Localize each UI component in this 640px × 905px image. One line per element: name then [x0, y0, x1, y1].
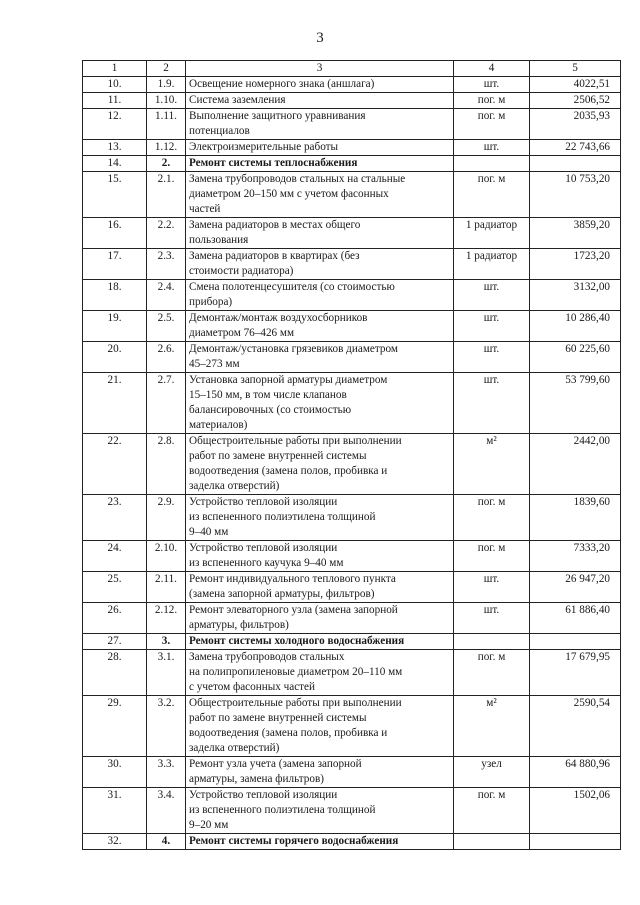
- row-number: 31.: [83, 788, 147, 834]
- work-description: Ремонт системы холодного водоснабжения: [186, 634, 454, 650]
- unit-of-measure: м²: [454, 434, 530, 495]
- unit-of-measure: шт.: [454, 140, 530, 156]
- work-description: Замена трубопроводов стальных на полипропиленовые диаметром 20–110 мм с учетом фасонных частей: [186, 650, 454, 696]
- unit-price: 10 286,40: [530, 311, 621, 342]
- section-row: [83, 156, 621, 172]
- item-code: 2.7.: [147, 373, 186, 434]
- table-header-row: [83, 61, 621, 77]
- item-code: 1.12.: [147, 140, 186, 156]
- section-row: [83, 634, 621, 650]
- work-description: Освещение номерного знака (аншлага): [186, 77, 454, 93]
- unit-of-measure: [454, 156, 530, 172]
- work-description: Смена полотенцесушителя (со стоимостью прибора): [186, 280, 454, 311]
- unit-of-measure: пог. м: [454, 93, 530, 109]
- row-number: 20.: [83, 342, 147, 373]
- column-header-1: 1: [83, 61, 147, 77]
- row-number: 17.: [83, 249, 147, 280]
- work-description: Общестроительные работы при выполнении работ по замене внутренней системы водоотведения (замена полов, пробивка и заделка отверстий): [186, 434, 454, 495]
- unit-price: 60 225,60: [530, 342, 621, 373]
- item-code: 1.11.: [147, 109, 186, 140]
- table-row: [83, 757, 621, 788]
- unit-of-measure: [454, 834, 530, 850]
- item-code: 2.11.: [147, 572, 186, 603]
- unit-of-measure: шт.: [454, 373, 530, 434]
- unit-of-measure: шт.: [454, 603, 530, 634]
- row-number: 27.: [83, 634, 147, 650]
- unit-of-measure: шт.: [454, 280, 530, 311]
- item-code: 2.2.: [147, 218, 186, 249]
- unit-price: 1723,20: [530, 249, 621, 280]
- item-code: 2.3.: [147, 249, 186, 280]
- table-row: [83, 311, 621, 342]
- table-row: [83, 788, 621, 834]
- row-number: 23.: [83, 495, 147, 541]
- work-description: Выполнение защитного уравнивания потенциалов: [186, 109, 454, 140]
- row-number: 26.: [83, 603, 147, 634]
- unit-price: 2590,54: [530, 696, 621, 757]
- unit-price: 1502,06: [530, 788, 621, 834]
- table-row: [83, 280, 621, 311]
- table-row: [83, 140, 621, 156]
- column-header-2: 2: [147, 61, 186, 77]
- unit-of-measure: пог. м: [454, 495, 530, 541]
- item-code: 2.4.: [147, 280, 186, 311]
- unit-of-measure: шт.: [454, 77, 530, 93]
- work-description: Устройство тепловой изоляции из вспененного полиэтилена толщиной 9–40 мм: [186, 495, 454, 541]
- unit-of-measure: пог. м: [454, 541, 530, 572]
- work-description: Демонтаж/монтаж воздухосборников диаметром 76–426 мм: [186, 311, 454, 342]
- column-header-5: 5: [530, 61, 621, 77]
- table-row: [83, 373, 621, 434]
- unit-of-measure: шт.: [454, 311, 530, 342]
- row-number: 18.: [83, 280, 147, 311]
- unit-price: 3132,00: [530, 280, 621, 311]
- unit-of-measure: шт.: [454, 342, 530, 373]
- section-row: [83, 834, 621, 850]
- price-table-body: [83, 61, 621, 850]
- table-row: [83, 541, 621, 572]
- unit-price: [530, 634, 621, 650]
- item-code: 2.10.: [147, 541, 186, 572]
- item-code: 2.8.: [147, 434, 186, 495]
- row-number: 32.: [83, 834, 147, 850]
- table-row: [83, 172, 621, 218]
- work-description: Ремонт узла учета (замена запорной арматуры, замена фильтров): [186, 757, 454, 788]
- row-number: 11.: [83, 93, 147, 109]
- unit-of-measure: узел: [454, 757, 530, 788]
- work-description: Демонтаж/установка грязевиков диаметром 45–273 мм: [186, 342, 454, 373]
- row-number: 14.: [83, 156, 147, 172]
- item-code: 2.12.: [147, 603, 186, 634]
- unit-price: 1839,60: [530, 495, 621, 541]
- table-row: [83, 603, 621, 634]
- item-code: 2.6.: [147, 342, 186, 373]
- row-number: 13.: [83, 140, 147, 156]
- work-description: Ремонт системы теплоснабжения: [186, 156, 454, 172]
- table-row: [83, 434, 621, 495]
- work-description: Замена радиаторов в местах общего пользования: [186, 218, 454, 249]
- table-row: [83, 342, 621, 373]
- unit-of-measure: пог. м: [454, 172, 530, 218]
- unit-price: 2442,00: [530, 434, 621, 495]
- work-description: Ремонт элеваторного узла (замена запорной арматуры, фильтров): [186, 603, 454, 634]
- unit-of-measure: пог. м: [454, 650, 530, 696]
- table-row: [83, 696, 621, 757]
- unit-of-measure: 1 радиатор: [454, 218, 530, 249]
- unit-price: 22 743,66: [530, 140, 621, 156]
- row-number: 10.: [83, 77, 147, 93]
- row-number: 21.: [83, 373, 147, 434]
- unit-price: 3859,20: [530, 218, 621, 249]
- unit-of-measure: пог. м: [454, 109, 530, 140]
- work-description: Ремонт индивидуального теплового пункта (замена запорной арматуры, фильтров): [186, 572, 454, 603]
- unit-price: 4022,51: [530, 77, 621, 93]
- table-row: [83, 572, 621, 603]
- row-number: 15.: [83, 172, 147, 218]
- unit-price: 2506,52: [530, 93, 621, 109]
- unit-of-measure: шт.: [454, 572, 530, 603]
- unit-of-measure: [454, 634, 530, 650]
- unit-price: 64 880,96: [530, 757, 621, 788]
- item-code: 3.2.: [147, 696, 186, 757]
- row-number: 22.: [83, 434, 147, 495]
- price-table: [82, 60, 621, 850]
- table-row: [83, 495, 621, 541]
- item-code: 2.1.: [147, 172, 186, 218]
- unit-price: 17 679,95: [530, 650, 621, 696]
- work-description: Установка запорной арматуры диаметром 15–150 мм, в том числе клапанов балансировочных (со стоимостью материалов): [186, 373, 454, 434]
- unit-of-measure: пог. м: [454, 788, 530, 834]
- work-description: Электроизмерительные работы: [186, 140, 454, 156]
- item-code: 3.4.: [147, 788, 186, 834]
- item-code: 2.5.: [147, 311, 186, 342]
- table-row: [83, 77, 621, 93]
- row-number: 12.: [83, 109, 147, 140]
- unit-price: 7333,20: [530, 541, 621, 572]
- unit-of-measure: м²: [454, 696, 530, 757]
- item-code: 2.9.: [147, 495, 186, 541]
- item-code: 1.9.: [147, 77, 186, 93]
- unit-price: 2035,93: [530, 109, 621, 140]
- row-number: 19.: [83, 311, 147, 342]
- row-number: 28.: [83, 650, 147, 696]
- table-row: [83, 249, 621, 280]
- work-description: Общестроительные работы при выполнении работ по замене внутренней системы водоотведения (замена полов, пробивка и заделка отверстий): [186, 696, 454, 757]
- unit-price: 26 947,20: [530, 572, 621, 603]
- unit-price: [530, 834, 621, 850]
- unit-price: 10 753,20: [530, 172, 621, 218]
- column-header-4: 4: [454, 61, 530, 77]
- item-code: 2.: [147, 156, 186, 172]
- unit-of-measure: 1 радиатор: [454, 249, 530, 280]
- item-code: 3.3.: [147, 757, 186, 788]
- table-row: [83, 218, 621, 249]
- work-description: Система заземления: [186, 93, 454, 109]
- item-code: 4.: [147, 834, 186, 850]
- item-code: 3.1.: [147, 650, 186, 696]
- row-number: 29.: [83, 696, 147, 757]
- table-row: [83, 93, 621, 109]
- item-code: 1.10.: [147, 93, 186, 109]
- unit-price: 61 886,40: [530, 603, 621, 634]
- table-row: [83, 109, 621, 140]
- work-description: Устройство тепловой изоляции из вспененного каучука 9–40 мм: [186, 541, 454, 572]
- row-number: 25.: [83, 572, 147, 603]
- work-description: Замена трубопроводов стальных на стальные диаметром 20–150 мм с учетом фасонных частей: [186, 172, 454, 218]
- unit-price: [530, 156, 621, 172]
- row-number: 30.: [83, 757, 147, 788]
- table-row: [83, 650, 621, 696]
- unit-price: 53 799,60: [530, 373, 621, 434]
- column-header-3: 3: [186, 61, 454, 77]
- row-number: 16.: [83, 218, 147, 249]
- work-description: Устройство тепловой изоляции из вспененного полиэтилена толщиной 9–20 мм: [186, 788, 454, 834]
- page-number: 3: [316, 30, 324, 46]
- work-description: Ремонт системы горячего водоснабжения: [186, 834, 454, 850]
- row-number: 24.: [83, 541, 147, 572]
- item-code: 3.: [147, 634, 186, 650]
- work-description: Замена радиаторов в квартирах (без стоимости радиатора): [186, 249, 454, 280]
